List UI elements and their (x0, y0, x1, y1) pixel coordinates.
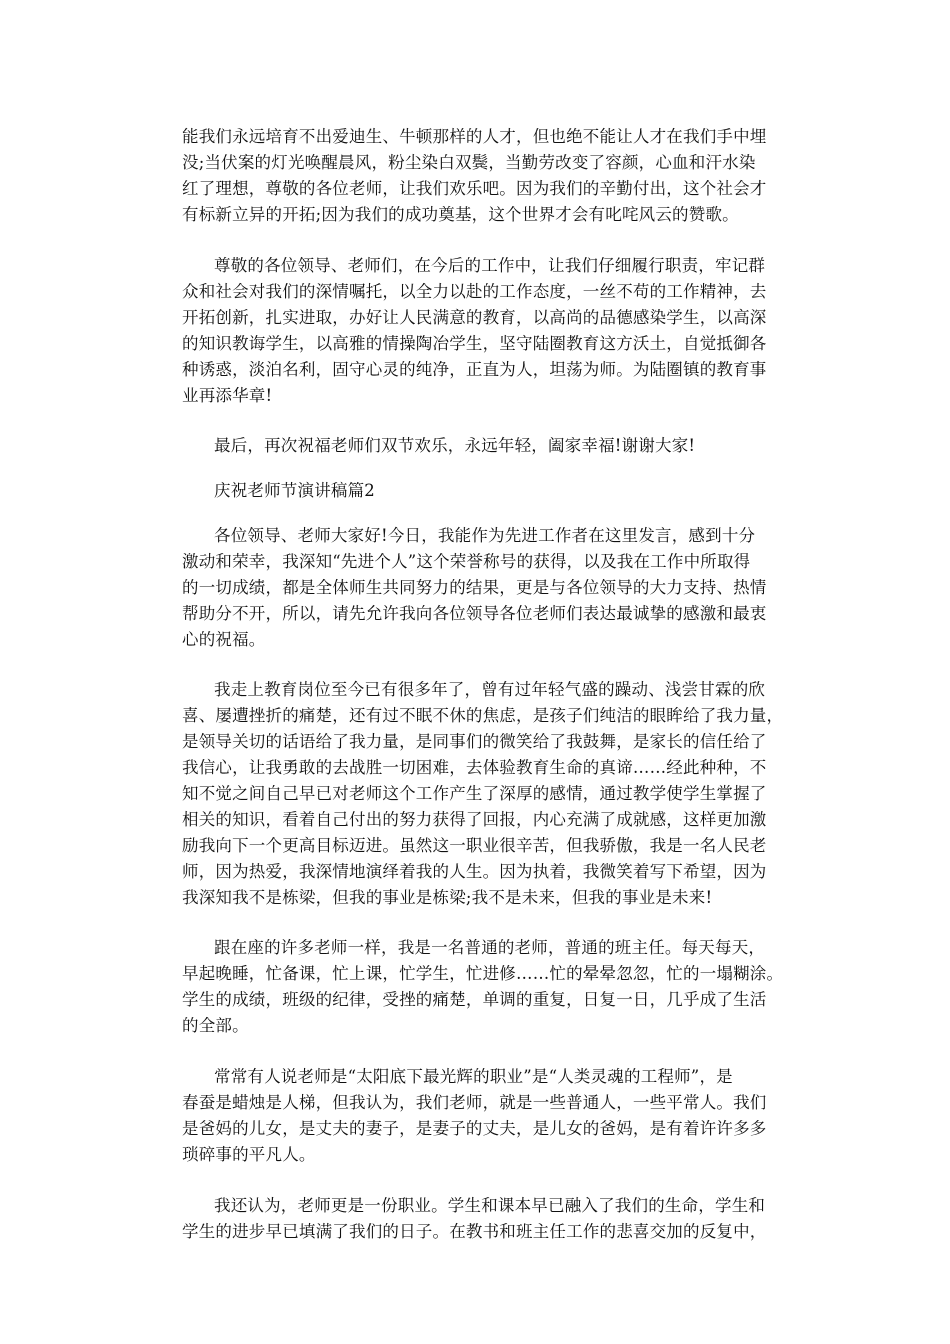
text-line: 我还认为，老师更是一份职业。学生和课本早已融入了我们的生命，学生和 (214, 1196, 766, 1215)
text-line: 喜、屡遭挫折的痛楚，还有过不眠不休的焦虑，是孩子们纯洁的眼眸给了我力量， (182, 706, 784, 725)
text-line: 我深知我不是栋梁，但我的事业是栋梁;我不是未来，但我的事业是未来! (182, 888, 713, 907)
text-line: 尊敬的各位领导、老师们，在今后的工作中，让我们仔细履行职责，牢记群 (214, 256, 766, 275)
text-line: 早起晚睡，忙备课，忙上课，忙学生，忙进修……忙的晕晕忽忽，忙的一塌糊涂。 (182, 964, 784, 983)
text-line: 琐碎事的平凡人。 (182, 1145, 316, 1164)
text-line: 种诱惑，淡泊名利，固守心灵的纯净，正直为人，坦荡为师。为陆圈镇的教育事 (182, 360, 767, 379)
text-line: 没;当伏案的灯光唤醒晨风，粉尘染白双鬓，当勤劳改变了容颜，心血和汗水染 (182, 153, 756, 172)
text-line: 最后，再次祝福老师们双节欢乐，永远年轻，阖家幸福!谢谢大家! (214, 436, 696, 455)
text-line: 学生的进步早已填满了我们的日子。在教书和班主任工作的悲喜交加的反复中， (182, 1222, 767, 1241)
text-line: 的知识教诲学生，以高雅的情操陶冶学生，坚守陆圈教育这方沃土，自觉抵御各 (182, 334, 767, 353)
text-line: 开拓创新，扎实进取，办好让人民满意的教育，以高尚的品德感染学生，以高深 (182, 308, 767, 327)
text-line: 励我向下一个更高目标迈进。虽然这一职业很辛苦，但我骄傲，我是一名人民老 (182, 836, 767, 855)
text-line: 心的祝福。 (182, 630, 266, 649)
text-line: 的一切成绩，都是全体师生共同努力的结果，更是与各位领导的大力支持、热情 (182, 578, 767, 597)
text-line: 是爸妈的儿女，是丈夫的妻子，是妻子的丈夫，是儿女的爸妈，是有着许许多多 (182, 1119, 767, 1138)
text-line: 知不觉之间自己早已对老师这个工作产生了深厚的感情，通过教学使学生掌握了 (182, 784, 767, 803)
text-line: 有标新立异的开拓;因为我们的成功奠基，这个世界才会有叱咤风云的赞歌。 (182, 205, 739, 224)
text-line: 跟在座的许多老师一样，我是一名普通的老师，普通的班主任。每天每天， (214, 938, 766, 957)
text-line: 常常有人说老师是“太阳底下最光辉的职业”是“人类灵魂的工程师”，是 (214, 1067, 733, 1086)
text-line: 春蚕是蜡烛是人梯，但我认为，我们老师，就是一些普通人，一些平常人。我们 (182, 1093, 767, 1112)
text-line: 各位领导、老师大家好!今日，我能作为先进工作者在这里发言，感到十分 (214, 526, 756, 545)
text-line: 众和社会对我们的深情嘱托，以全力以赴的工作态度，一丝不苟的工作精神，去 (182, 282, 767, 301)
text-line: 激动和荣幸，我深知“先进个人”这个荣誉称号的获得，以及我在工作中所取得 (182, 552, 751, 571)
text-line: 相关的知识，看着自己付出的努力获得了回报，内心充满了成就感，这样更加激 (182, 810, 767, 829)
text-line: 学生的成绩，班级的纪律，受挫的痛楚，单调的重复，日复一日，几乎成了生活 (182, 990, 767, 1009)
text-line: 我信心，让我勇敢的去战胜一切困难，去体验教育生命的真谛……经此种种，不 (182, 758, 767, 777)
text-line: 能我们永远培育不出爱迪生、牛顿那样的人才，但也绝不能让人才在我们手中埋 (182, 127, 767, 146)
text-line: 红了理想，尊敬的各位老师，让我们欢乐吧。因为我们的辛勤付出，这个社会才 (182, 179, 767, 198)
text-line: 是领导关切的话语给了我力量，是同事们的微笑给了我鼓舞，是家长的信任给了 (182, 732, 767, 751)
text-line: 师，因为热爱，我深情地演绎着我的人生。因为执着，我微笑着写下希望，因为 (182, 862, 767, 881)
text-line: 的全部。 (182, 1016, 249, 1035)
section-heading: 庆祝老师节演讲稿篇2 (214, 481, 375, 500)
text-line: 业再添华章! (182, 386, 273, 405)
text-line: 帮助分不开，所以，请先允许我向各位领导各位老师们表达最诚挚的感激和最衷 (182, 604, 767, 623)
text-line: 我走上教育岗位至今已有很多年了，曾有过年轻气盛的躁动、浅尝甘霖的欣 (214, 680, 766, 699)
